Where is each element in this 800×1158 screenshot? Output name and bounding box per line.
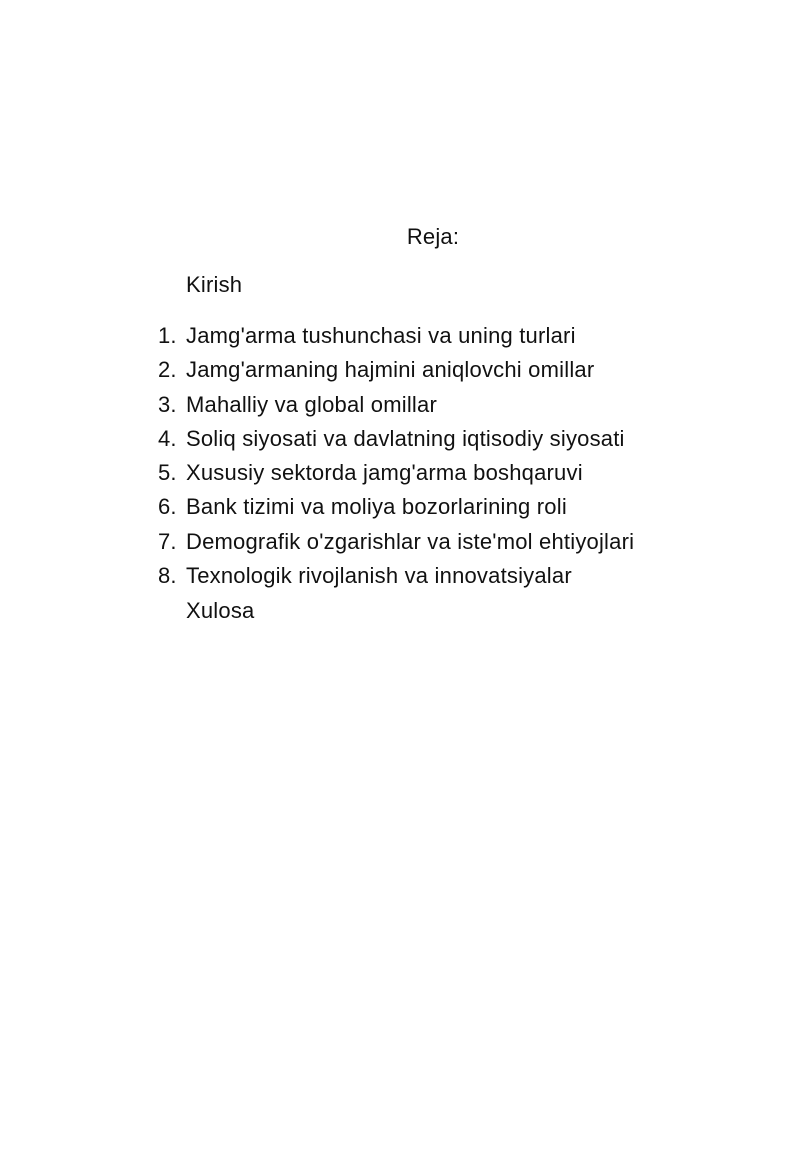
list-item-number: 8.	[158, 563, 177, 589]
list-item-number: 4.	[158, 425, 177, 451]
list-item-text: Mahalliy va global omillar	[186, 391, 437, 417]
list-item-text: Xususiy sektorda jamg'arma boshqaruvi	[186, 460, 583, 486]
list-item-text: Bank tizimi va moliya bozorlarining roli	[186, 494, 567, 520]
conclusion-heading: Xulosa	[186, 598, 255, 623]
list-item-number: 3.	[158, 391, 177, 417]
list-item-number: 5.	[158, 460, 177, 486]
list-item-text: Soliq siyosati va davlatning iqtisodiy siyosati	[186, 425, 625, 451]
intro-heading: Kirish	[186, 272, 243, 297]
list-item-number: 1.	[158, 323, 177, 348]
list-item-text: Jamg'armaning hajmini aniqlovchi omillar	[186, 357, 595, 383]
page-title: Reja:	[406, 224, 460, 249]
list-item-number: 2.	[158, 357, 177, 383]
list-item-text: Demografik o'zgarishlar va iste'mol ehtiyojlari	[186, 528, 635, 554]
list-item-number: 7.	[158, 528, 177, 554]
list-item-text: Jamg'arma tushunchasi va uning turlari	[186, 323, 576, 348]
list-item-number: 6.	[158, 494, 177, 520]
list-item-text: Texnologik rivojlanish va innovatsiyalar	[186, 563, 572, 589]
